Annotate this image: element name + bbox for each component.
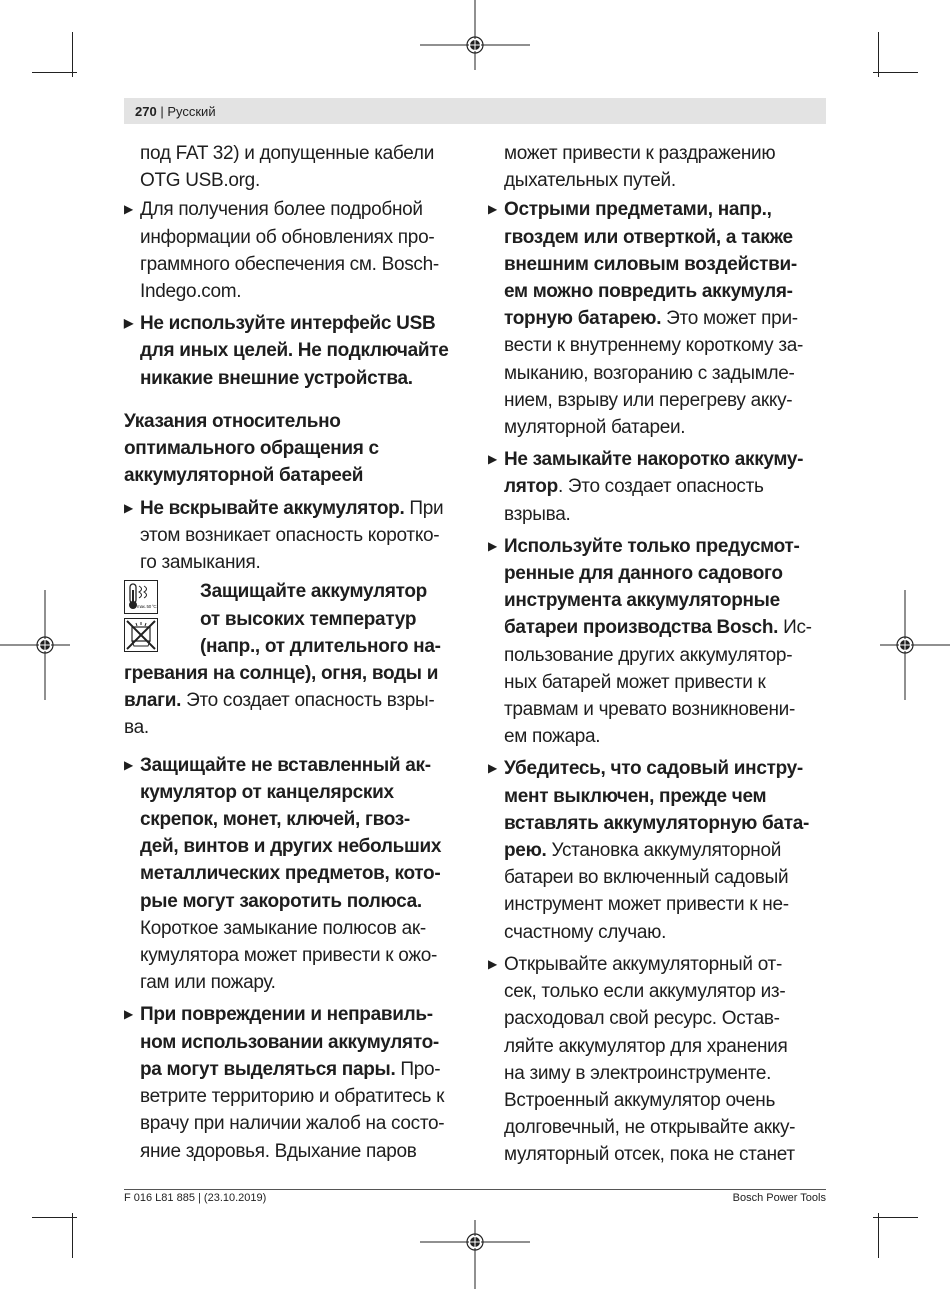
text-line: ных батарей может привести к [504, 671, 766, 693]
section-heading [124, 408, 469, 489]
text: Это может при- [661, 308, 798, 330]
text-line: взрыва. [504, 503, 571, 525]
bullet-do-not-open [124, 495, 469, 577]
text: Про- [395, 1058, 441, 1080]
text-line: гам или пожару. [140, 972, 276, 994]
footer-divider [124, 1189, 826, 1190]
text-line: счастному случаю. [504, 921, 667, 943]
header-bar [124, 98, 826, 124]
max-temp-label: max. 50 °C [137, 604, 157, 610]
text-line: внешним силовым воздействи- [504, 253, 797, 275]
text-line: Короткое замыкание полюсов ак- [140, 917, 426, 939]
footer-brand: Bosch Power Tools [732, 1192, 826, 1204]
no-water-icon [124, 618, 158, 652]
heading-line: аккумуляторной батареей [124, 464, 364, 486]
text-line: Встроенный аккумулятор очень [504, 1089, 776, 1111]
text-line: Открывайте аккумуляторный от- [504, 953, 782, 975]
text: . Это создает опасность [557, 476, 764, 498]
registration-mark-right [880, 590, 950, 700]
text-line: ем пожара. [504, 726, 601, 748]
continued-paragraph [124, 140, 469, 194]
bullet-open-compartment [488, 951, 833, 1169]
text-line: для иных целей. Не подключайте [140, 340, 449, 362]
bullet-update-info [124, 196, 469, 305]
text-line: Не используйте интерфейс USB [140, 313, 436, 335]
text-line: никакие внешние устройства. [140, 367, 413, 389]
text-line: может привести к раздражению [504, 143, 776, 164]
text-line: го замыкания. [140, 552, 261, 574]
bold-text: ра могут выделяться пары. [140, 1058, 396, 1080]
heading-line: оптимального обращения с [124, 437, 379, 459]
text-line: рые могут закоротить полюса. [140, 890, 422, 912]
crop-mark [32, 1217, 77, 1218]
left-column [124, 140, 469, 1165]
heading-line: Указания относительно [124, 410, 341, 432]
bold-text: рею. [504, 840, 547, 862]
text-line: кумулятора может привести к ожо- [140, 945, 438, 967]
text-line: гревания на солнце), огня, воды и [124, 663, 439, 685]
bold-text: Не вскрывайте аккумулятор. [140, 497, 405, 519]
bold-text: лятор [504, 476, 558, 498]
heat-warning-block [124, 578, 469, 741]
crop-mark [873, 1217, 918, 1218]
header-language: Русский [167, 104, 216, 119]
text-line: Для получения более подробной [140, 199, 423, 221]
text-line: муляторной батареи. [504, 417, 686, 439]
bullet-sharp-objects [488, 196, 833, 441]
bullet-arrow-icon: ▶ [124, 500, 133, 515]
bullet-arrow-icon: ▶ [124, 1007, 133, 1022]
text-line: Indego.com. [140, 281, 242, 303]
crop-mark [72, 1213, 73, 1258]
text-line: Защищайте аккумулятор [200, 581, 427, 603]
text-line: долговечный, не открывайте акку- [504, 1117, 796, 1139]
registration-mark-left [0, 590, 70, 700]
header-separator: | [160, 104, 164, 119]
text-line: граммного обеспечения см. Bosch- [140, 253, 439, 275]
crop-mark [873, 72, 918, 73]
bold-text: батареи производства Bosch. [504, 617, 779, 639]
page-header [135, 104, 216, 119]
bullet-bosch-batteries [488, 533, 833, 751]
text: Ис- [778, 617, 812, 639]
text-line: дыхательных путей. [504, 170, 676, 192]
text-line: от высоких температур [200, 608, 417, 630]
registration-mark-top [420, 0, 530, 70]
text-line: скрепок, монет, ключей, гвоз- [140, 809, 410, 831]
text-line: этом возникает опасность коротко- [140, 525, 440, 547]
bullet-usb-warning [124, 310, 469, 392]
text: При [404, 497, 444, 519]
bullet-arrow-icon: ▶ [124, 316, 133, 331]
text-line: расходовал свой ресурс. Остав- [504, 1008, 780, 1030]
bullet-protect-contacts [124, 752, 469, 997]
bold-text: торную батарею. [504, 308, 662, 330]
bullet-arrow-icon: ▶ [488, 202, 497, 217]
text-line: инструмента аккумуляторные [504, 590, 780, 612]
crop-mark [878, 32, 879, 77]
text-line: Не замыкайте накоротко аккуму- [504, 449, 804, 471]
text-line: ва. [124, 717, 149, 739]
text-line: вести к внутреннему короткому за- [504, 335, 804, 357]
crop-mark [878, 1213, 879, 1258]
continued-paragraph [488, 140, 833, 194]
text-line: врачу при наличии жалоб на состо- [140, 1113, 445, 1135]
crop-mark [32, 72, 77, 73]
text-line: кумулятор от канцелярских [140, 781, 394, 803]
text-line: ем можно повредить аккумуля- [504, 281, 793, 303]
text-line: муляторный отсек, пока не станет [504, 1144, 795, 1166]
text-line: Убедитесь, что садовый инстру- [504, 758, 803, 780]
bullet-arrow-icon: ▶ [124, 757, 133, 772]
text-line: мыканию, возгоранию с задымле- [504, 362, 795, 384]
text-line: металлических предметов, кото- [140, 863, 441, 885]
text-line: ветрите территорию и обратитесь к [140, 1086, 445, 1108]
text-line: на зиму в электроинструменте. [504, 1062, 772, 1084]
crop-mark [72, 32, 73, 77]
footer-doc-id: F 016 L81 885 | (23.10.2019) [124, 1192, 267, 1204]
text-line: инструмент может привести к не- [504, 894, 789, 916]
registration-mark-bottom [420, 1220, 530, 1289]
text-line: гвоздем или отверткой, а также [504, 226, 793, 248]
bullet-vapours [124, 1001, 469, 1164]
text-line: ляйте аккумулятор для хранения [504, 1035, 788, 1057]
page-number: 270 [135, 104, 157, 119]
text-line: батареи во включенный садовый [504, 867, 789, 889]
bullet-short-circuit [488, 446, 833, 528]
bold-text: влаги. [124, 690, 182, 712]
bullet-arrow-icon: ▶ [488, 956, 497, 971]
text-line: под FAT 32) и допущенные кабели [140, 143, 435, 164]
bullet-arrow-icon: ▶ [488, 761, 497, 776]
text-line: нием, взрыву или перегреву акку- [504, 389, 793, 411]
text-line: Используйте только предусмот- [504, 535, 800, 557]
text: Это создает опасность взры- [181, 690, 435, 712]
text-line: При повреждении и неправиль- [140, 1004, 433, 1026]
bullet-arrow-icon: ▶ [488, 538, 497, 553]
text: Установка аккумуляторной [546, 840, 782, 862]
text-line: дей, винтов и других небольших [140, 836, 442, 858]
right-column [488, 140, 833, 1169]
text-line: яние здоровья. Вдыхание паров [140, 1140, 417, 1162]
text-line: сек, только если аккумулятор из- [504, 981, 786, 1003]
text-line: Острыми предметами, напр., [504, 199, 772, 221]
bullet-switch-off [488, 755, 833, 945]
text-line: ном использовании аккумулято- [140, 1031, 439, 1053]
text-line: информации об обновлениях про- [140, 226, 435, 248]
text-line: пользование других аккумулятор- [504, 644, 793, 666]
text-line: ренные для данного садового [504, 563, 783, 585]
text-line: Защищайте не вставленный ак- [140, 754, 431, 776]
bullet-arrow-icon: ▶ [488, 452, 497, 467]
text-line: (напр., от длительного на- [200, 635, 441, 657]
text-line: OTG USB.org. [140, 170, 260, 192]
bullet-arrow-icon: ▶ [124, 202, 133, 217]
text-line: вставлять аккумуляторную бата- [504, 812, 809, 834]
text-line: травмам и чревато возникновени- [504, 699, 795, 721]
text-line: мент выключен, прежде чем [504, 785, 767, 807]
